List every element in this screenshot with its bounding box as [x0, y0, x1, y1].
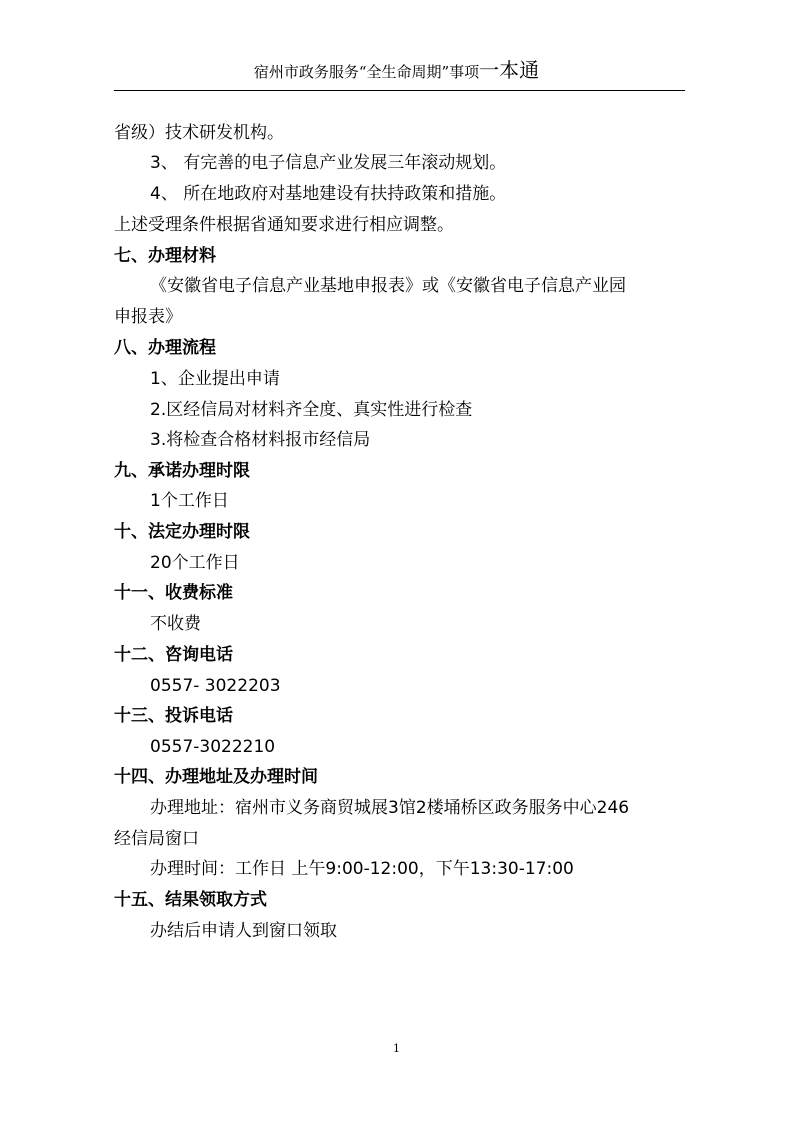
materials-text: 《安徽省电子信息产业基地申报表》或《安徽省电子信息产业园 — [150, 276, 626, 296]
process-step-1: 1、企业提出申请 — [150, 369, 280, 389]
page-number: 1 — [393, 1042, 400, 1055]
legal-time-value: 20个工作日 — [150, 553, 240, 573]
process-step-2: 2.区经信局对材料齐全度、真实性进行检查 — [150, 400, 473, 420]
address-text-continued: 经信局窗口 — [114, 829, 199, 849]
header-title-main: 宿州市政务服务“全生命周期”事项 — [253, 63, 480, 81]
fees-value: 不收费 — [150, 614, 201, 634]
section-heading-fees: 十一、收费标准 — [114, 583, 233, 603]
continued-text-line: 省级）技术研发机构。 — [114, 123, 284, 143]
condition-item-3: 3、 有完善的电子信息产业发展三年滚动规划。 — [150, 153, 507, 173]
page-header-title — [0, 60, 793, 82]
section-heading-legal-time: 十、法定办理时限 — [114, 522, 250, 542]
header-title-suffix: 一本通 — [479, 58, 540, 82]
section-heading-promised-time: 九、承诺办理时限 — [114, 461, 250, 481]
office-hours-text: 办理时间：工作日 上午9:00-12:00，下午13:30-17:00 — [150, 859, 574, 879]
condition-item-4: 4、 所在地政府对基地建设有扶持政策和措施。 — [150, 184, 507, 204]
section-heading-address-time: 十四、办理地址及办理时间 — [114, 767, 318, 787]
section-heading-complaint-phone: 十三、投诉电话 — [114, 706, 233, 726]
consult-phone-value: 0557- 3022203 — [150, 676, 281, 696]
section-heading-result-pickup: 十五、结果领取方式 — [114, 890, 267, 910]
condition-note: 上述受理条件根据省通知要求进行相应调整。 — [114, 215, 454, 235]
section-heading-process: 八、办理流程 — [114, 338, 216, 358]
materials-text-continued: 申报表》 — [114, 307, 182, 327]
section-heading-consult-phone: 十二、咨询电话 — [114, 645, 233, 665]
header-divider — [114, 90, 685, 91]
section-heading-materials: 七、办理材料 — [114, 246, 216, 266]
promised-time-value: 1个工作日 — [150, 491, 229, 511]
address-text: 办理地址：宿州市义务商贸城展3馆2楼埇桥区政务服务中心246 — [150, 798, 630, 818]
complaint-phone-value: 0557-3022210 — [150, 737, 276, 757]
result-pickup-text: 办结后申请人到窗口领取 — [150, 921, 337, 941]
process-step-3: 3.将检查合格材料报市经信局 — [150, 430, 371, 450]
